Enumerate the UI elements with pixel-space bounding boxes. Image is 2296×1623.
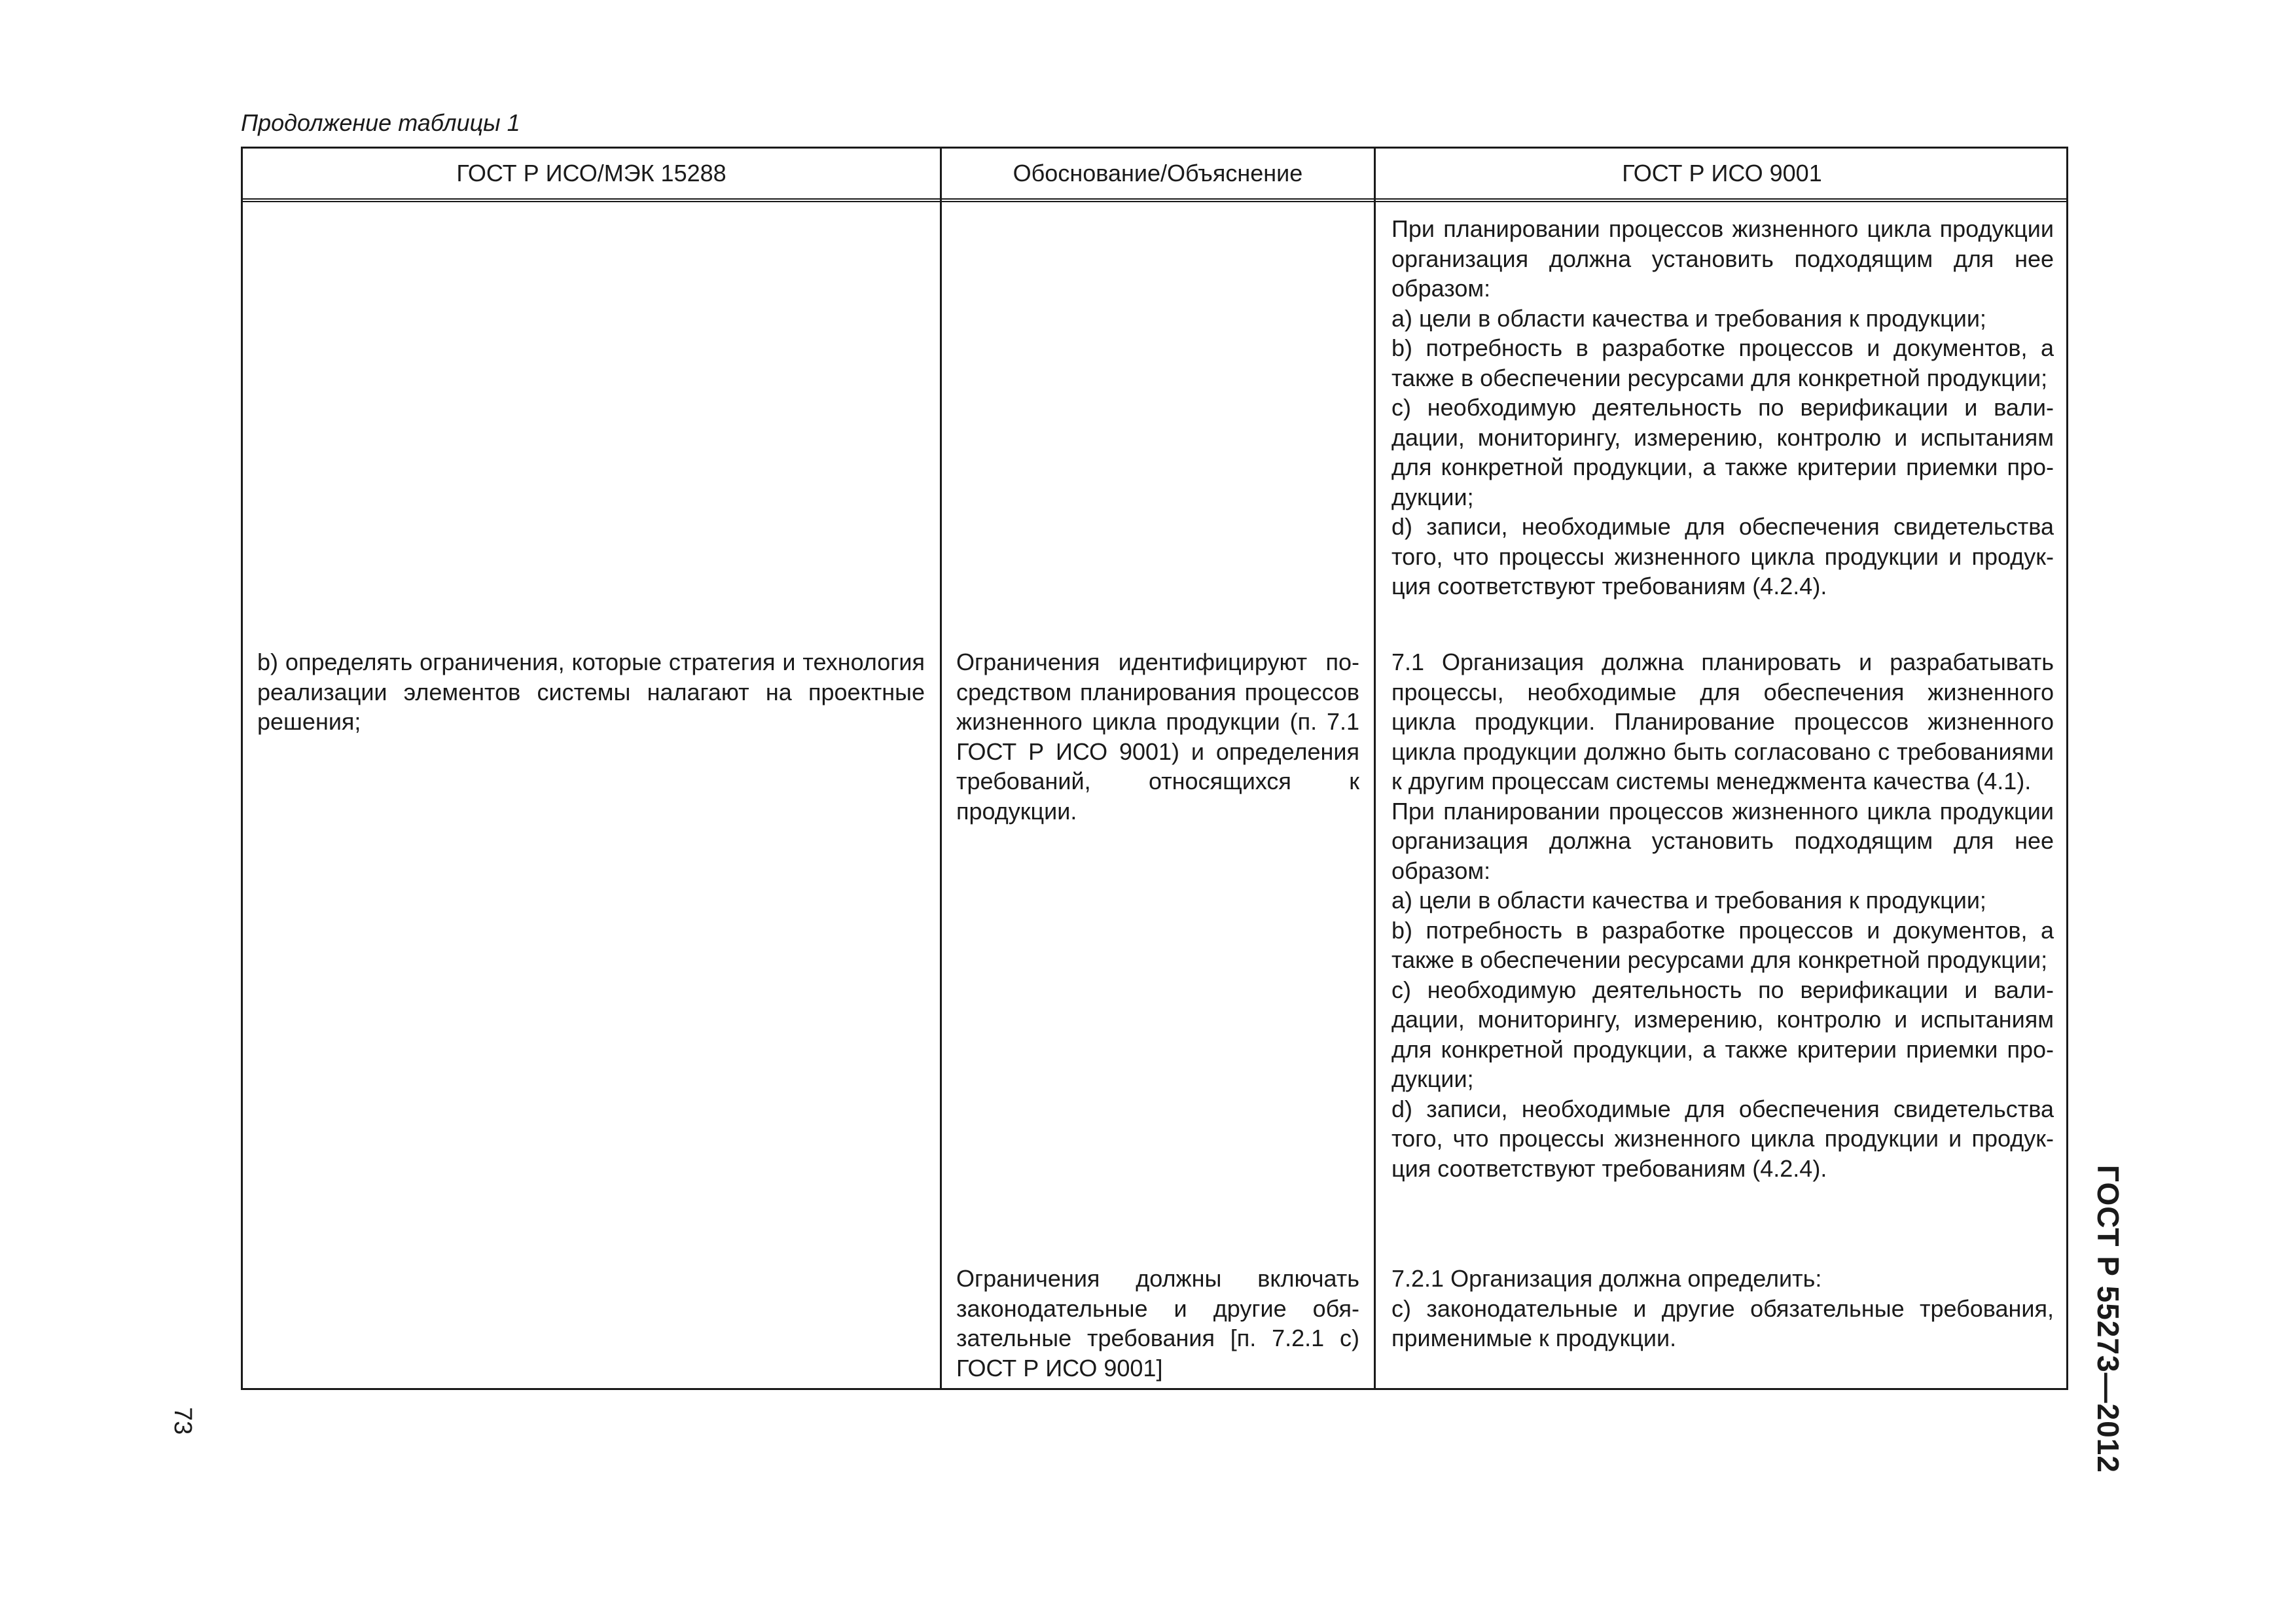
document-id: ГОСТ Р 55273—2012 (2091, 1165, 2125, 1473)
paragraph: с) законодательные и другие обязательные требования, применимые к продукции. (1391, 1294, 2054, 1351)
paragraph: При планировании процессов жизненного цикла продукции организация должна установить подходящим для нее образом: (1391, 797, 2054, 884)
column-divider (940, 149, 942, 1388)
paragraph: 7.2.1 Организация должна определить: (1391, 1265, 1822, 1292)
column-divider (1374, 149, 1376, 1388)
page-number: 73 (169, 1407, 196, 1435)
header-justification: Обоснование/Объяснение (1013, 160, 1303, 187)
paragraph: a) цели в области качества и требования к продукции; (1391, 304, 1986, 332)
cell-block2-justification: Ограничения идентифицируют посредством планирования процессов жизненного цикла продукции (п. 7.1 ГОСТ Р ИСО 9001) и определения требований, относящихся к продукции. (956, 649, 1359, 825)
header-gost-iso-iec-15288: ГОСТ Р ИСО/МЭК 15288 (456, 160, 726, 187)
paragraph: c) необходимую деятельность по верификации и валидации, мониторингу, измерению, контролю и испытаниям для конкретной продукции, а также критерии приемки продукции; (1391, 976, 2054, 1092)
cell-block3-iso9001 (1391, 1264, 2054, 1353)
paragraph: b) потребность в разработке процессов и документов, а также в обеспечении ресурсами для конкретной продукции; (1391, 334, 2054, 391)
paragraph: d) записи, необходимые для обеспечения свидетельства того, что процессы жизненного цикла продукции и продукция соответствуют требованиям (4.2.4). (1391, 1095, 2054, 1182)
paragraph: a) цели в области качества и требования к продукции; (1391, 887, 1986, 914)
paragraph: 7.1 Организация должна планировать и разрабатывать процессы, необходимые для обеспечения жизненного цикла продукции. Планирование процессов жизненного цикла продукции должно быть согласовано с требованиями к другим процессам системы менеджмента качества (4.1). (1391, 649, 2054, 794)
header-gost-iso-9001: ГОСТ Р ИСО 9001 (1622, 160, 1822, 187)
paragraph: b) потребность в разработке процессов и документов, а также в обеспечении ресурсами для конкретной продукции; (1391, 916, 2054, 973)
table-caption: Продолжение таблицы 1 (241, 109, 520, 136)
comparison-table (241, 147, 2068, 1390)
paragraph: При планировании процессов жизненного цикла продукции организация должна установить подходящим для нее образом: (1391, 215, 2054, 302)
paragraph: d) записи, необходимые для обеспечения свидетельства того, что процессы жизненного цикла продукции и продукция соответствуют требованиям (4.2.4). (1391, 513, 2054, 599)
cell-block2-iso9001 (1391, 647, 2054, 1183)
cell-block1-iso9001 (1391, 214, 2054, 601)
cell-block3-justification: Ограничения должны включать законодательные и другие обязательные требования [п. 7.2.1 с) ГОСТ Р ИСО 9001] (956, 1265, 1359, 1382)
cell-block2-iso-iec-15288: b) определять ограничения, которые стратегия и технология реализации элементов системы налагают на проектные решения; (257, 649, 925, 735)
paragraph: c) необходимую деятельность по верификации и валидации, мониторингу, измерению, контролю и испытаниям для конкретной продукции, а также критерии приемки продукции; (1391, 394, 2054, 510)
table-header-row (243, 149, 2066, 202)
